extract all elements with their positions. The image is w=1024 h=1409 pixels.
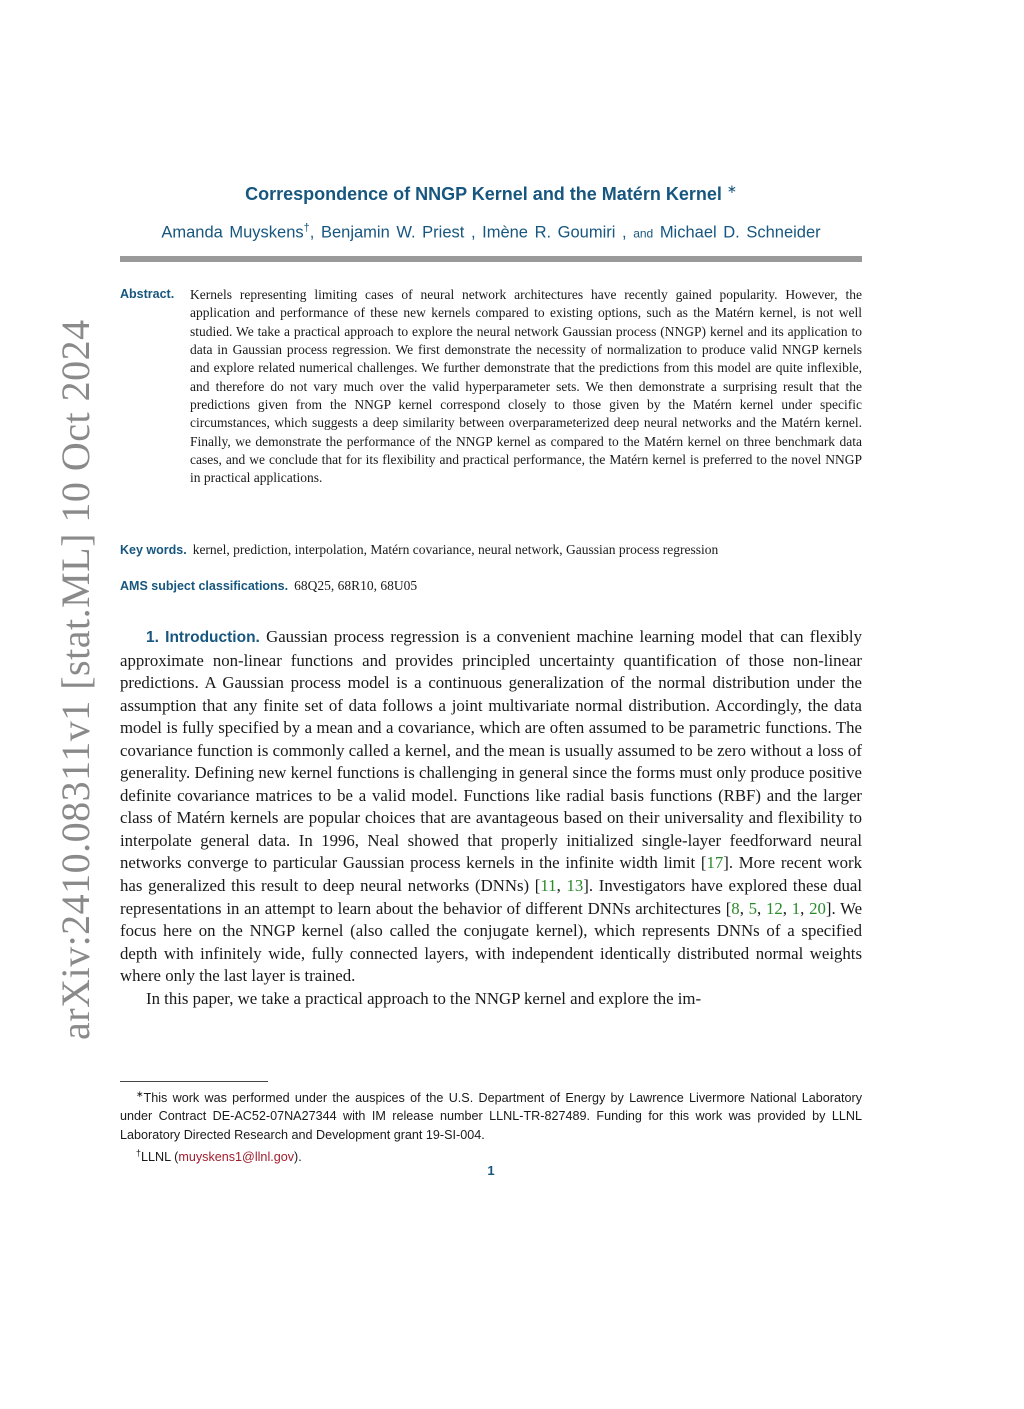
author-footnote-mark: † xyxy=(303,222,310,234)
intro-paragraph: In this paper, we take a practical approach to the NNGP kernel and explore the im- xyxy=(146,988,702,1008)
abstract-label: Abstract. xyxy=(120,287,175,301)
section-heading: Introduction. xyxy=(165,629,260,646)
footnote-mark: † xyxy=(136,1148,142,1159)
section-number: 1. xyxy=(146,629,159,646)
keywords xyxy=(120,542,862,558)
author-list: Amanda Muyskens†, Benjamin W. Priest , Imène R. Goumiri , and Michael D. Schneider xyxy=(161,222,821,242)
paper-title-text: Correspondence of NNGP Kernel and the Matérn Kernel xyxy=(245,184,722,204)
citation-link[interactable]: 13 xyxy=(566,876,584,896)
abstract-text: Kernels representing limiting cases of neural network architectures have recently gained popularity. However, the application and performance of these new kernels compared to existing options, such as the Matérn kernel, is not well studied. We take a practical approach to explore the neural network Gaussian process (NNGP) kernel and its application to data in Gaussian process regression. We first demonstrate the necessity of normalization to produce valid NNGP kernels and explore related numerical challenges. We further demonstrate that the predictions from this model are quite inflexible, and therefore do not vary much over the valid hyperparameter sets. We then demonstrate a surprising result that the predictions given from the NNGP kernel correspond closely to those given by the Matérn kernel under specific circumstances, which suggests a deep similarity between overparameterized deep neural networks and the Matérn kernel. Finally, we demonstrate the performance of the NNGP kernel as compared to the Matérn kernel on three benchmark data cases, and we conclude that for its flexibility and practical performance, the Matérn kernel is preferred to the novel NNGP in practical applications. xyxy=(190,287,862,486)
title-footnote-mark: ∗ xyxy=(726,182,737,196)
footnotes xyxy=(120,1085,862,1167)
citation-link[interactable]: 5 xyxy=(748,898,758,918)
citation-link[interactable]: 12 xyxy=(765,898,783,918)
footnote-rule xyxy=(120,1081,268,1082)
footnote-mark: ∗ xyxy=(136,1089,144,1099)
citation-link[interactable]: 1 xyxy=(791,898,801,918)
author-name: Benjamin W. Priest xyxy=(320,223,465,242)
title-rule xyxy=(120,256,862,262)
abstract xyxy=(120,286,862,488)
introduction-section xyxy=(120,626,862,1010)
footnote: ∗This work was performed under the auspices of the U.S. Department of Energy by Lawrence Livermore National Laboratory under Contract DE-AC52-07NA27344 with IM release number LLNL-TR-827489. Funding for this work was provided by LLNL Laboratory Directed Research and Development grant 19-SI-004. xyxy=(120,1089,862,1142)
author-name: Michael D. Schneider xyxy=(659,223,821,242)
author-name: Amanda Muyskens xyxy=(161,223,304,242)
keywords-text: kernel, prediction, interpolation, Matérn covariance, neural network, Gaussian process regression xyxy=(192,542,719,557)
email-link[interactable]: muyskens1@llnl.gov xyxy=(178,1150,295,1165)
paper-title xyxy=(120,182,862,205)
ams-label: AMS subject classifications. xyxy=(120,579,289,593)
keywords-label: Key words. xyxy=(120,543,187,557)
intro-paragraph: 1. Introduction. Gaussian process regression is a convenient machine learning model that can flexibly approximate non-linear functions and provides principled uncertainty quantification of those non-linear predictions. A Gaussian process model is a continuous generalization of the normal distribution under the assumption that any finite set of data follows a joint multivariate normal distribution. Accordingly, the data model is fully specified by a mean and a covariance, which are often assumed to be parametric functions. The covariance function is commonly called a kernel, and the mean is usually assumed to be zero without a loss of generality. Defining new kernel functions is challenging in general since the forms must only produce positive definite covariance matrices to be a valid model. Functions like radial basis functions (RBF) and the larger class of Matérn kernels are popular choices that are avantageous based on their universality and flexibility to interpolate general data. In 1996, Neal showed that properly initialized single-layer feedforward neural networks converge to particular Gaussian process kernels in the infinite width limit [17]. More recent work has generalized this result to deep neural networks (DNNs) [11, 13]. Investigators have explored these dual representations in an attempt to learn about the behavior of different DNNs architectures [8, 5, 12, 1, 20]. We focus here on the NNGP kernel (also called the conjugate kernel), which represents DNNs of a specified depth with infinitely wide, fully connected layers, with independent identically distributed normal weights where only the last layer is trained. xyxy=(120,627,863,986)
citation-link[interactable]: 11 xyxy=(540,876,557,896)
footnote: †LLNL (muyskens1@llnl.gov). xyxy=(136,1148,302,1165)
page-number: 1 xyxy=(487,1163,495,1178)
arxiv-sidebar-id: arXiv:2410.08311v1 [stat.ML] 10 Oct 2024 xyxy=(53,319,98,1040)
citation-link[interactable]: 17 xyxy=(706,853,724,873)
author-name: Imène R. Goumiri xyxy=(482,223,616,242)
citation-link[interactable]: 20 xyxy=(809,898,826,918)
ams-classifications xyxy=(120,578,862,594)
author-and: and xyxy=(633,226,654,241)
citation-link[interactable]: 8 xyxy=(731,898,740,918)
ams-text: 68Q25, 68R10, 68U05 xyxy=(294,578,418,593)
